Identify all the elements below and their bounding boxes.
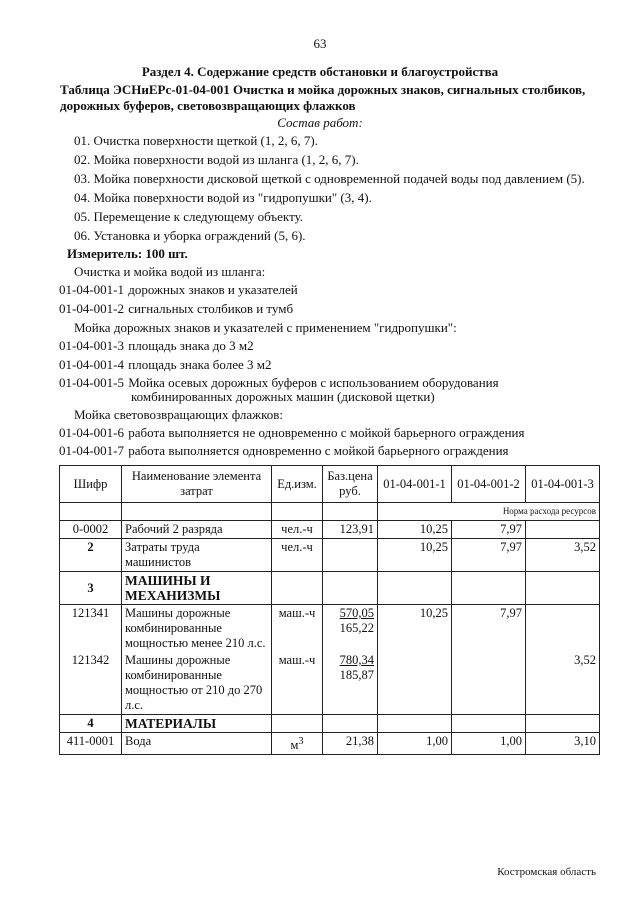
header-col1: 01-04-001-1 bbox=[378, 466, 452, 503]
unit-base: м bbox=[290, 738, 299, 753]
table-row-group bbox=[60, 572, 600, 605]
cell-unit: маш.-ч bbox=[272, 605, 323, 653]
header-col2: 01-04-001-2 bbox=[452, 466, 526, 503]
work-item: 06. Установка и уборка ограждений (5, 6). bbox=[74, 228, 306, 243]
group-heading: Очистка и мойка водой из шланга: bbox=[74, 264, 266, 279]
cell-value: 10,25 bbox=[378, 521, 452, 539]
price-value: 570,05 bbox=[339, 606, 374, 620]
item-code: 01-04-001-4 bbox=[59, 357, 124, 372]
cell-name: Машины дорожные комбинированные мощностью от 210 до 270 л.с. bbox=[122, 652, 272, 715]
group-heading: Мойка световозвращающих флажков: bbox=[74, 407, 283, 422]
cell-value bbox=[452, 652, 526, 715]
item-code: 01-04-001-5 bbox=[59, 375, 124, 390]
cell-name: Рабочий 2 разряда bbox=[122, 521, 272, 539]
cell-value: 3,10 bbox=[526, 733, 600, 755]
cell-price bbox=[323, 539, 378, 572]
header-col3: 01-04-001-3 bbox=[526, 466, 600, 503]
item-text: площадь знака более 3 м2 bbox=[128, 357, 272, 372]
item-text: работа выполняется не одновременно с мойкой барьерного ограждения bbox=[128, 425, 525, 440]
header-price: Баз.цена руб. bbox=[323, 466, 378, 503]
cell-value: 10,25 bbox=[378, 605, 452, 653]
item-code: 01-04-001-3 bbox=[59, 338, 124, 353]
item-row bbox=[59, 301, 293, 317]
cell-unit: маш.-ч bbox=[272, 652, 323, 715]
cell-code: 121342 bbox=[60, 652, 122, 715]
cell-code: 2 bbox=[60, 539, 122, 572]
cell-name: Машины дорожные комбинированные мощностью менее 210 л.с. bbox=[122, 605, 272, 653]
cell-code: 121341 bbox=[60, 605, 122, 653]
item-code: 01-04-001-7 bbox=[59, 443, 124, 458]
price-value: 185,87 bbox=[339, 668, 374, 682]
item-code: 01-04-001-1 bbox=[59, 282, 124, 297]
cell-value bbox=[526, 521, 600, 539]
item-row bbox=[59, 443, 509, 459]
cell-unit: чел.-ч bbox=[272, 521, 323, 539]
table-row bbox=[60, 605, 600, 653]
item-row bbox=[59, 338, 254, 354]
section-title: Раздел 4. Содержание средств обстановки и благоустройства bbox=[141, 64, 499, 79]
footer-region: Костромская область bbox=[497, 866, 596, 878]
cell-unit: чел.-ч bbox=[272, 539, 323, 572]
table-row-group bbox=[60, 715, 600, 733]
header-name: Наименование элемента затрат bbox=[122, 466, 272, 503]
work-item: 01. Очистка поверхности щеткой (1, 2, 6, 7). bbox=[74, 133, 318, 148]
cell-value: 10,25 bbox=[378, 539, 452, 572]
work-item: 04. Мойка поверхности водой из "гидропушки" (3, 4). bbox=[74, 190, 372, 205]
table-row bbox=[60, 652, 600, 715]
cell-unit bbox=[272, 733, 323, 755]
table-row bbox=[60, 521, 600, 539]
price-value: 780,34 bbox=[339, 653, 374, 667]
cell-name: МАШИНЫ И МЕХАНИЗМЫ bbox=[122, 572, 272, 605]
cell-price: 21,38 bbox=[323, 733, 378, 755]
item-text: дорожных знаков и указателей bbox=[128, 282, 298, 297]
measure-unit: Измеритель: 100 шт. bbox=[67, 246, 188, 261]
table-row bbox=[60, 733, 600, 755]
resource-table bbox=[59, 465, 600, 755]
table-header-row bbox=[60, 466, 600, 503]
work-item: 05. Перемещение к следующему объекту. bbox=[74, 209, 304, 224]
table-row bbox=[60, 539, 600, 572]
cell-value: 3,52 bbox=[526, 652, 600, 715]
cell-name: Затраты труда машинистов bbox=[122, 539, 272, 572]
norm-label: Норма расхода ресурсов bbox=[378, 503, 600, 521]
item-text: сигнальных столбиков и тумб bbox=[128, 301, 294, 316]
item-row bbox=[59, 425, 524, 441]
header-unit: Ед.изм. bbox=[272, 466, 323, 503]
cell-price bbox=[323, 652, 378, 715]
cell-value: 1,00 bbox=[378, 733, 452, 755]
cell-value: 7,97 bbox=[452, 605, 526, 653]
work-item: 03. Мойка поверхности дисковой щеткой с одновременной подачей воды под давлением (5). bbox=[74, 171, 585, 186]
item-text-continuation: комбинированных дорожных машин (дисковой щетки) bbox=[131, 389, 435, 404]
item-text: работа выполняется одновременно с мойкой барьерного ограждения bbox=[128, 443, 509, 458]
group-heading: Мойка дорожных знаков и указателей с применением "гидропушки": bbox=[74, 320, 457, 335]
cell-value: 3,52 bbox=[526, 539, 600, 572]
cell-value: 7,97 bbox=[452, 521, 526, 539]
price-value: 165,22 bbox=[339, 621, 374, 635]
work-item: 02. Мойка поверхности водой из шланга (1, 2, 6, 7). bbox=[74, 152, 359, 167]
cell-price bbox=[323, 605, 378, 653]
cell-code: 4 bbox=[60, 715, 122, 733]
composition-label: Состав работ: bbox=[277, 115, 363, 130]
page-number: 63 bbox=[313, 36, 327, 51]
cell-value bbox=[526, 605, 600, 653]
item-row bbox=[59, 282, 298, 298]
unit-superscript: 3 bbox=[298, 736, 304, 747]
cell-code: 411-0001 bbox=[60, 733, 122, 755]
item-text: Мойка осевых дорожных буферов с использованием оборудования bbox=[128, 375, 499, 390]
norm-row bbox=[60, 503, 600, 521]
item-code: 01-04-001-6 bbox=[59, 425, 124, 440]
item-text: площадь знака до 3 м2 bbox=[128, 338, 254, 353]
cell-value: 7,97 bbox=[452, 539, 526, 572]
cell-name: МАТЕРИАЛЫ bbox=[122, 715, 272, 733]
cell-code: 0-0002 bbox=[60, 521, 122, 539]
cell-code: 3 bbox=[60, 572, 122, 605]
cell-name: Вода bbox=[122, 733, 272, 755]
cell-value: 1,00 bbox=[452, 733, 526, 755]
cell-value bbox=[378, 652, 452, 715]
item-row bbox=[59, 357, 271, 373]
cell-price: 123,91 bbox=[323, 521, 378, 539]
header-code: Шифр bbox=[60, 466, 122, 503]
table-title: Таблица ЭСНиЕРс-01-04-001 Очистка и мойка дорожных знаков, сигнальных столбиков, дорожных буферов, световозвращающих флажков bbox=[60, 82, 586, 113]
item-code: 01-04-001-2 bbox=[59, 301, 124, 316]
